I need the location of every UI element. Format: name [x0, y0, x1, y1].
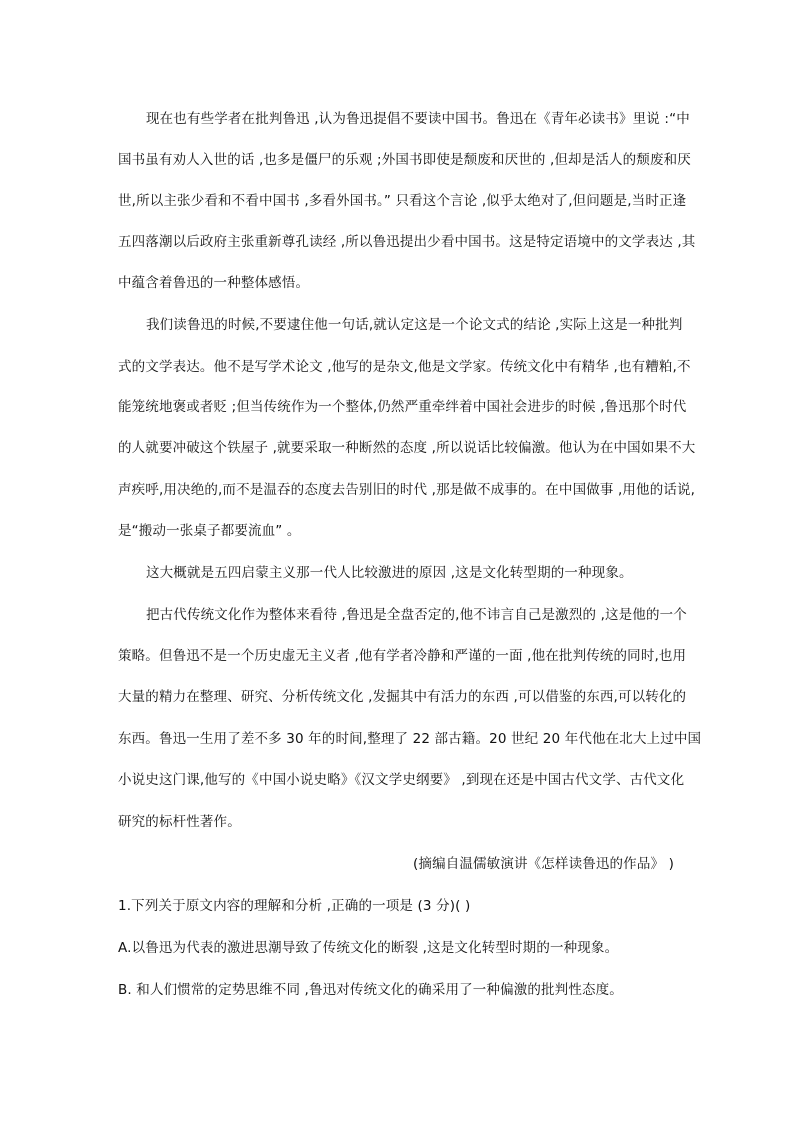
text-line: 东西。鲁迅一生用了差不多 30 年的时间,整理了 22 部古籍。20 世纪 20 年代他在北大上过中国	[118, 731, 702, 747]
question-stem: 1.下列关于原文内容的理解和分析 ,正确的一项是 (3 分)( )	[118, 898, 471, 914]
text-line: 国书虽有劝人入世的话 ,也多是僵尸的乐观 ;外国书即使是颓废和厌世的 ,但却是活人的颓废和厌	[118, 152, 691, 168]
text-line: 研究的标杆性著作。	[118, 814, 241, 830]
text-line: 现在也有些学者在批判鲁迅 ,认为鲁迅提倡不要读中国书。鲁迅在《青年必读书》里说 :“中	[146, 111, 690, 127]
text-line: 世,所以主张少看和不看中国书 ,多看外国书。” 只看这个言论 ,似乎太绝对了,但问题是,当时正逢	[118, 193, 687, 209]
option-b: B. 和人们惯常的定势思维不同 ,鲁迅对传统文化的确采用了一种偏激的批判性态度。	[118, 982, 623, 998]
text-line: 五四落潮以后政府主张重新尊孔读经 ,所以鲁迅提出少看中国书。这是特定语境中的文学表达 ,其	[118, 234, 696, 250]
text-line: 是“搬动一张桌子都要流血” 。	[118, 523, 301, 539]
text-line: 声疾呼,用决绝的,而不是温吞的态度去告别旧的时代 ,那是做不成事的。在中国做事 ,用他的话说,	[118, 482, 696, 498]
text-line: 这大概就是五四启蒙主义那一代人比较激进的原因 ,这是文化转型期的一种现象。	[146, 565, 633, 581]
text-line: 我们读鲁迅的时候,不要逮住他一句话,就认定这是一个论文式的结论 ,实际上这是一种批判	[146, 317, 683, 333]
text-line: 能笼统地褒或者贬 ;但当传统作为一个整体,仍然严重牵绊着中国社会进步的时候 ,鲁迅那个时代	[118, 399, 687, 415]
text-line: 式的文学表达。他不是写学术论文 ,他写的是杂文,他是文学家。传统文化中有精华 ,也有糟粕,不	[118, 359, 691, 375]
option-a: A.以鲁迅为代表的激进思潮导致了传统文化的断裂 ,这是文化转型时期的一种现象。	[118, 940, 619, 956]
text-line: 的人就要冲破这个铁屋子 ,就要采取一种断然的态度 ,所以说话比较偏激。他认为在中国如果不大	[118, 440, 696, 456]
text-line: 把古代传统文化作为整体来看待 ,鲁迅是全盘否定的,他不讳言自己是激烈的 ,这是他的一个	[146, 607, 687, 623]
text-line: 小说史这门课,他写的《中国小说史略》《汉文学史纲要》 ,到现在还是中国古代文学、古代文化	[118, 772, 685, 788]
source-citation: (摘编自温儒敏演讲《怎样读鲁迅的作品》 )	[413, 856, 674, 872]
text-line: 大量的精力在整理、研究、分析传统文化 ,发掘其中有活力的东西 ,可以借鉴的东西,可以转化的	[118, 689, 687, 705]
text-line: 策略。但鲁迅不是一个历史虚无主义者 ,他有学者冷静和严谨的一面 ,他在批判传统的同时,也用	[118, 648, 687, 664]
text-line: 中蕴含着鲁迅的一种整体感悟。	[118, 275, 310, 291]
